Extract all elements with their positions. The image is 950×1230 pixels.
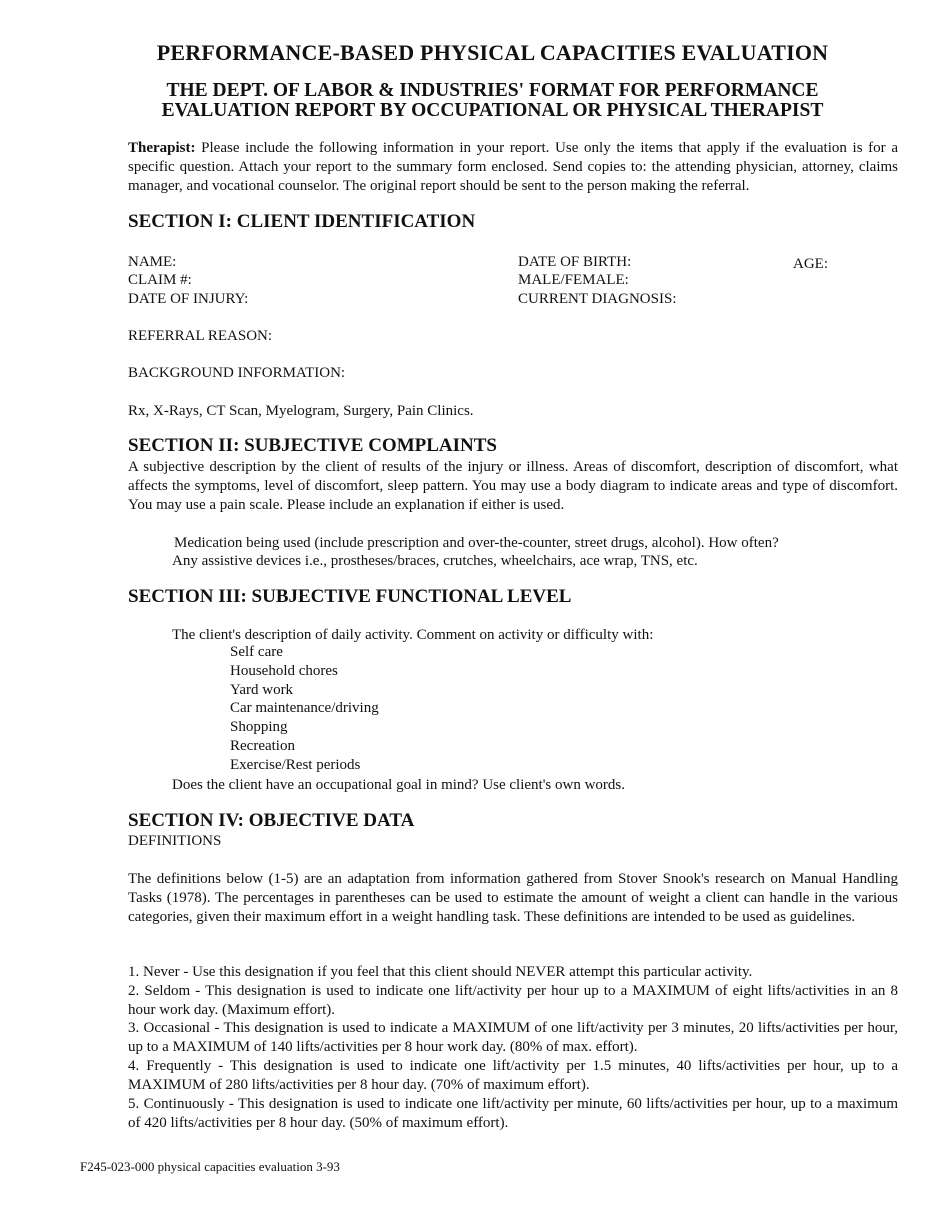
referral-reason-label: REFERRAL REASON: xyxy=(128,328,273,344)
list-item: Household chores xyxy=(230,662,338,679)
current-diagnosis-label: CURRENT DIAGNOSIS: xyxy=(518,291,677,307)
age-label: AGE: xyxy=(793,256,828,272)
document-title: PERFORMANCE-BASED PHYSICAL CAPACITIES EVALUATION xyxy=(156,40,829,65)
name-label: NAME: xyxy=(128,254,177,270)
background-information-label: BACKGROUND INFORMATION: xyxy=(128,365,346,381)
section-3-heading: SECTION III: SUBJECTIVE FUNCTIONAL LEVEL xyxy=(128,586,572,607)
intro-paragraph xyxy=(128,139,898,195)
section-1-heading: SECTION I: CLIENT IDENTIFICATION xyxy=(128,211,476,232)
intro-text: Please include the following information in your report. Use only the items that apply if the evaluation is for a specific question. Attach your report to the summary form enclosed. Send copies to: the attending physician, attorney, claims manager, and vocational counselor. The original report should be sent to the person making the referral. xyxy=(128,140,898,194)
definition-never: 1. Never - Use this designation if you feel that this client should NEVER attempt this particular activity. xyxy=(128,964,753,980)
definition-frequently: 4. Frequently - This designation is used to indicate one lift/activity per 1.5 minutes, 40 lifts/activities per hour, up to a MAXIMUM of 280 lifts/activities per 8 hour day. (70% of maximum effort). xyxy=(128,1058,898,1093)
section-2-heading: SECTION II: SUBJECTIVE COMPLAINTS xyxy=(128,435,497,456)
list-item: Self care xyxy=(230,644,283,660)
definitions-subheading: DEFINITIONS xyxy=(128,833,222,849)
section-4-heading: SECTION IV: OBJECTIVE DATA xyxy=(128,810,415,831)
section-3-intro: The client's description of daily activity. Comment on activity or difficulty with: xyxy=(172,627,654,643)
list-item: Shopping xyxy=(230,719,288,736)
form-footer: F245-023-000 physical capacities evaluation 3-93 xyxy=(80,1159,340,1174)
activity-list xyxy=(230,643,379,775)
intro-label: Therapist: xyxy=(128,140,196,156)
medication-line: Medication being used (include prescription and over-the-counter, street drugs, alcohol). How often? xyxy=(174,535,779,551)
definition-occasional: 3. Occasional - This designation is used to indicate a MAXIMUM of one lift/activity per 3 minutes, 20 lifts/activities per hour, up to a MAXIMUM of 140 lifts/activities per 8 hour work day. (80% of max. effort). xyxy=(128,1020,898,1055)
subtitle-line-1: THE DEPT. OF LABOR & INDUSTRIES' FORMAT FOR PERFORMANCE xyxy=(166,80,819,101)
claim-label: CLAIM #: xyxy=(128,272,192,288)
list-item: Exercise/Rest periods xyxy=(230,756,361,773)
section-2-description: A subjective description by the client of results of the injury or illness. Areas of discomfort, description of discomfort, what affects the symptoms, level of discomfort, sleep pattern. You may use a body diagram to indicate areas and type of discomfort. You may use a pain scale. Please include an explanation if either is used. xyxy=(128,459,898,513)
assistive-devices-line: Any assistive devices i.e., prostheses/braces, crutches, wheelchairs, ace wrap, TNS, etc. xyxy=(172,553,698,569)
list-item: Recreation xyxy=(230,737,295,754)
section-4-description: The definitions below (1-5) are an adaptation from information gathered from Stover Snook's research on Manual Handling Tasks (1978). The percentages in parentheses can be used to estimate the amount of weight a client can handle in the various categories, given their maximum effort in a weight handling task. These definitions are intended to be used as guidelines. xyxy=(128,871,898,925)
occupational-goal-line: Does the client have an occupational goal in mind? Use client's own words. xyxy=(172,777,625,793)
date-of-birth-label: DATE OF BIRTH: xyxy=(518,254,632,270)
male-female-label: MALE/FEMALE: xyxy=(518,272,629,288)
list-item: Car maintenance/driving xyxy=(230,700,379,717)
subtitle-line-2: EVALUATION REPORT BY OCCUPATIONAL OR PHYSICAL THERAPIST xyxy=(161,100,824,121)
definition-continuously: 5. Continuously - This designation is used to indicate one lift/activity per minute, 60 lifts/activities per hour, up to a maximum of 420 lifts/activities per 8 hour day. (50% of maximum effort). xyxy=(128,1096,898,1131)
list-item: Yard work xyxy=(230,681,294,698)
rx-line: Rx, X-Rays, CT Scan, Myelogram, Surgery, Pain Clinics. xyxy=(128,403,474,419)
definition-seldom: 2. Seldom - This designation is used to indicate one lift/activity per hour up to a MAXIMUM of eight lifts/activities in an 8 hour work day. (Maximum effort). xyxy=(128,983,898,1018)
document-subtitle xyxy=(0,81,950,121)
date-of-injury-label: DATE OF INJURY: xyxy=(128,291,249,307)
